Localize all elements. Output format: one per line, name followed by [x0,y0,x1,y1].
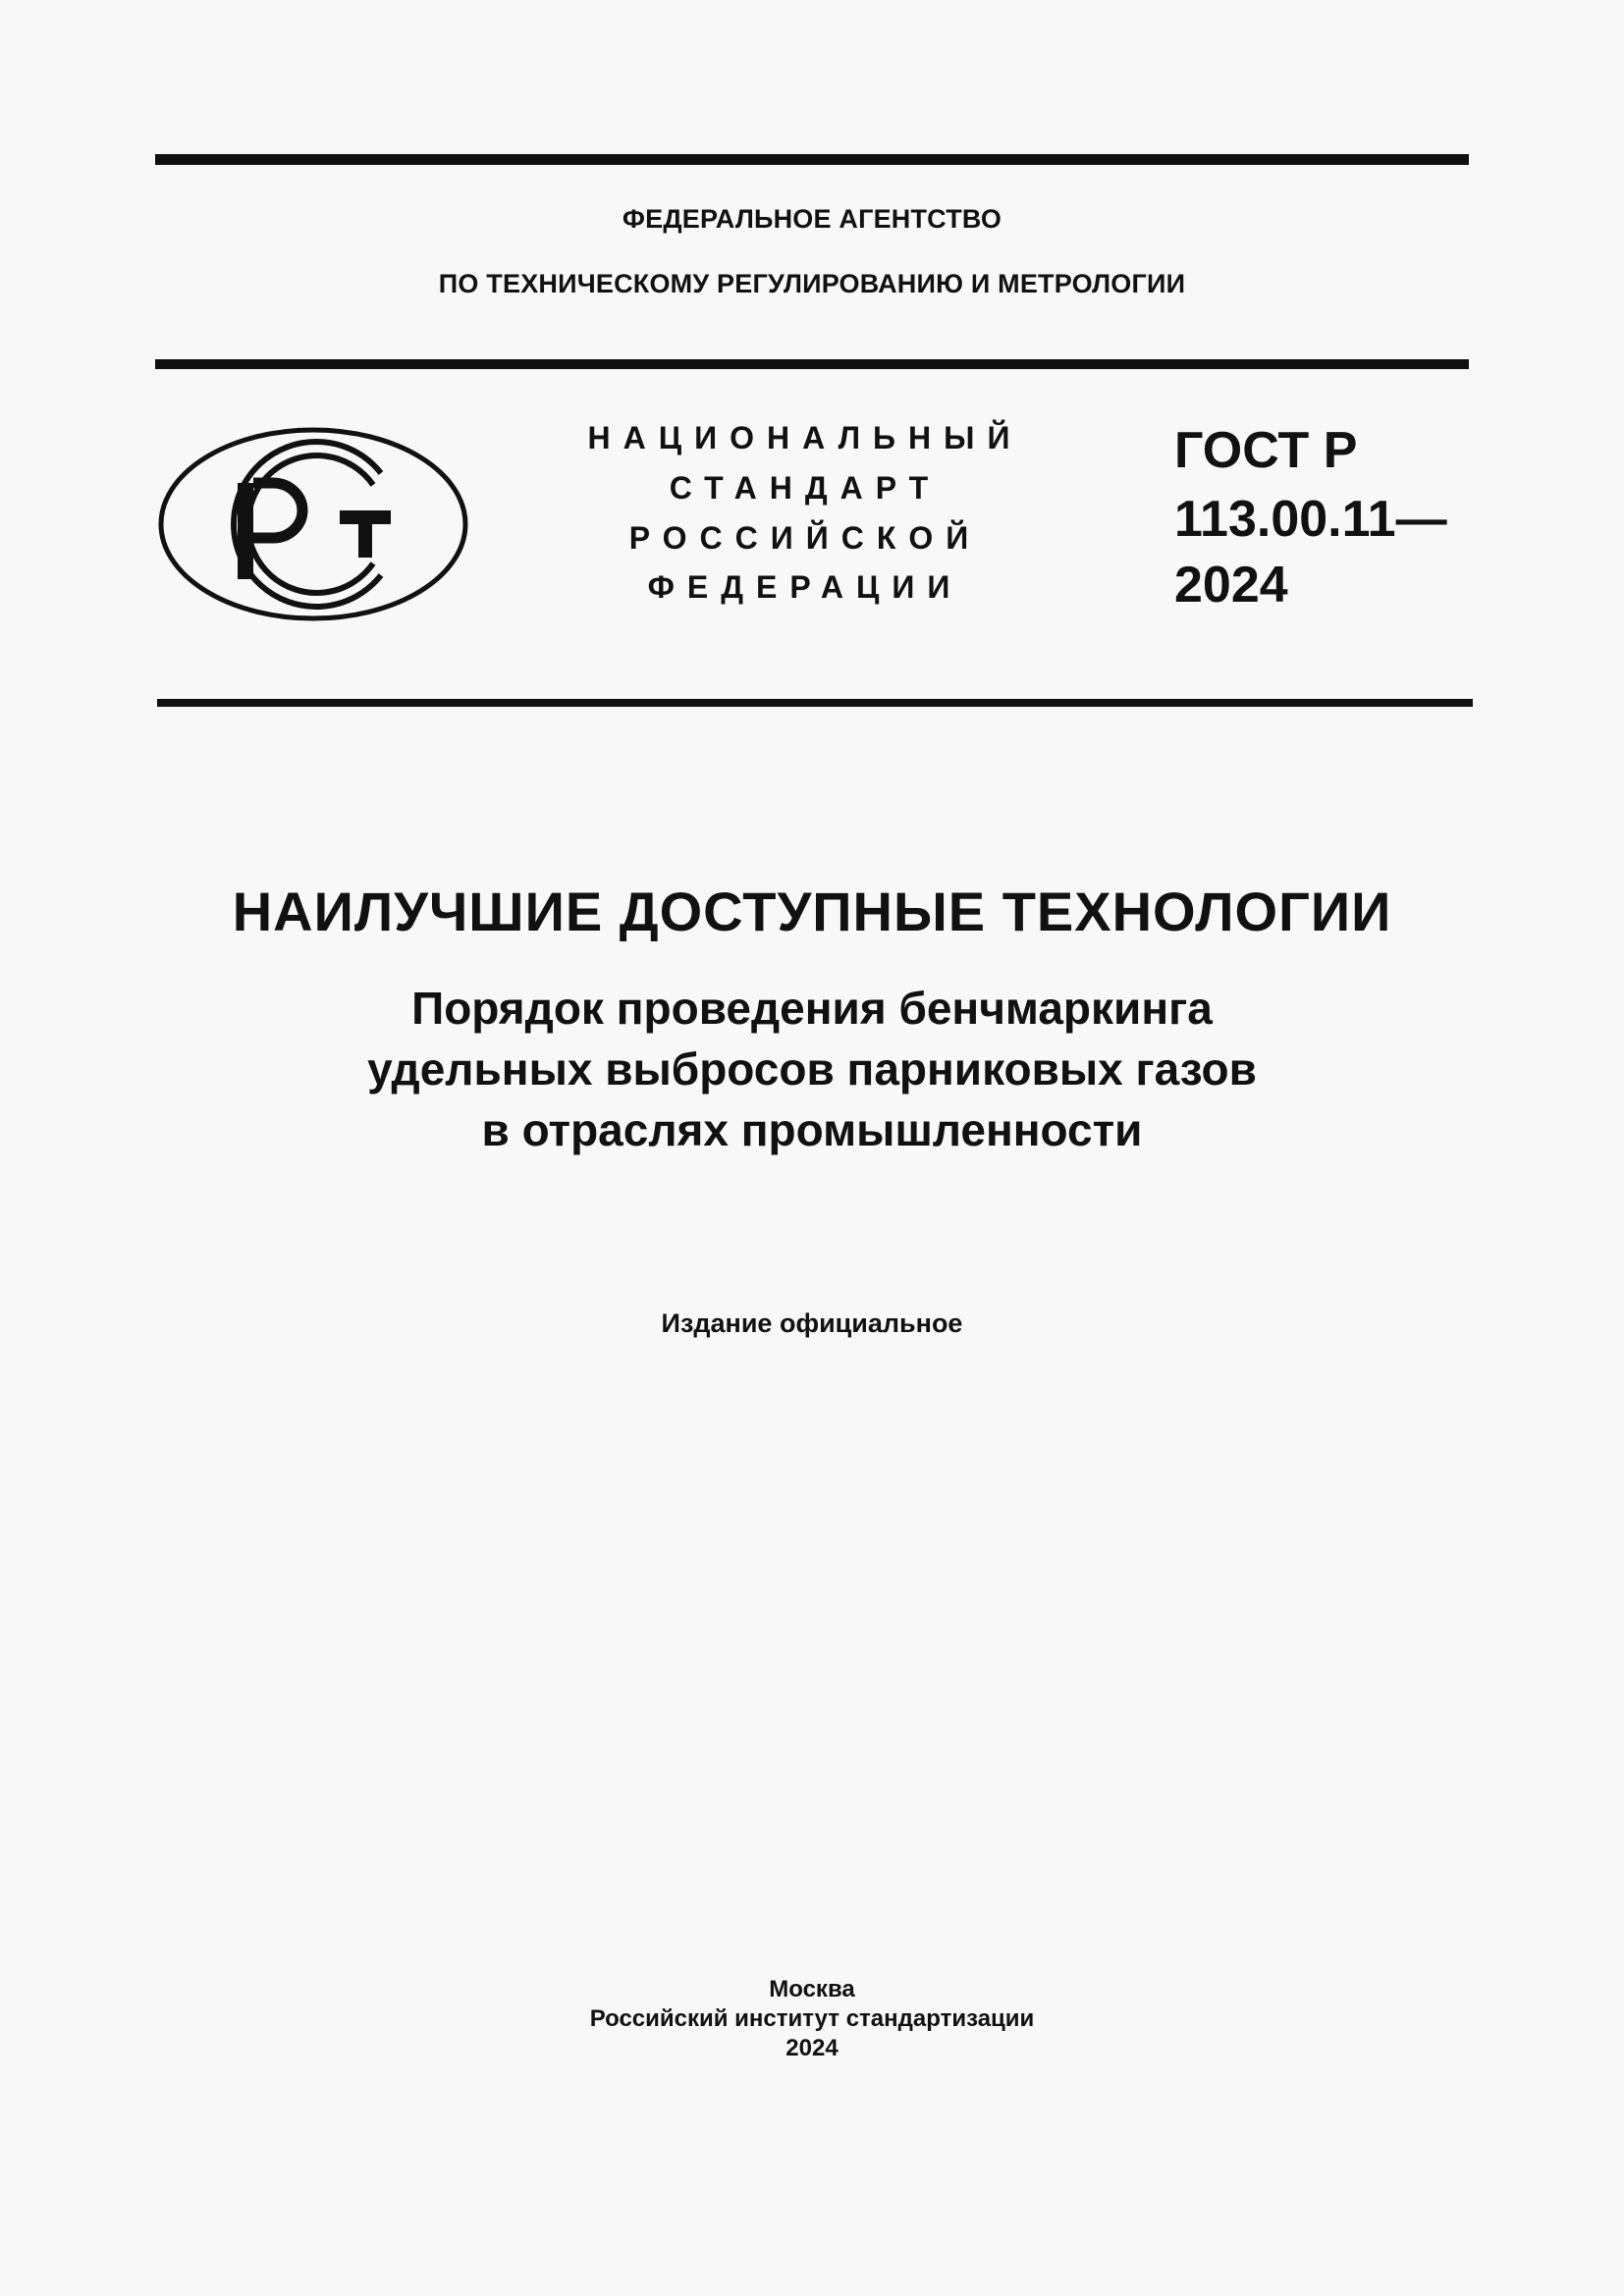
designation-prefix: ГОСТ Р [1174,422,1358,479]
document-subtitle-line-1: Порядок проведения бенчмаркинга [411,983,1213,1034]
standard-type-line-3: РОССИЙСКОЙ [628,520,982,556]
title-block-divider [157,699,1473,707]
imprint-city: Москва [769,1976,855,2002]
header-divider [155,359,1469,369]
document-subtitle-line-2: удельных выбросов парниковых газов [367,1043,1257,1095]
edition-label: Издание официальное [661,1308,963,1338]
agency-name-line-1: ФЕДЕРАЛЬНОЕ АГЕНТСТВО [622,204,1002,234]
standard-type-line-1: НАЦИОНАЛЬНЫЙ [587,420,1023,455]
designation-number: 113.00.11— [1174,491,1447,548]
agency-name-line-2: ПО ТЕХНИЧЕСКОМУ РЕГУЛИРОВАНИЮ И МЕТРОЛОГИИ [438,269,1186,298]
designation-year: 2024 [1174,557,1288,614]
top-divider [155,154,1469,165]
document-main-title: НАИЛУЧШИЕ ДОСТУПНЫЕ ТЕХНОЛОГИИ [232,881,1392,942]
standard-type-line-4: ФЕДЕРАЦИИ [647,569,963,605]
document-subtitle-line-3: в отраслях промышленности [481,1104,1143,1155]
imprint-publisher: Российский институт стандартизации [589,2005,1035,2032]
rst-conformity-mark-icon [157,426,469,622]
standard-type-line-2: СТАНДАРТ [669,470,942,506]
imprint-year: 2024 [785,2035,839,2061]
